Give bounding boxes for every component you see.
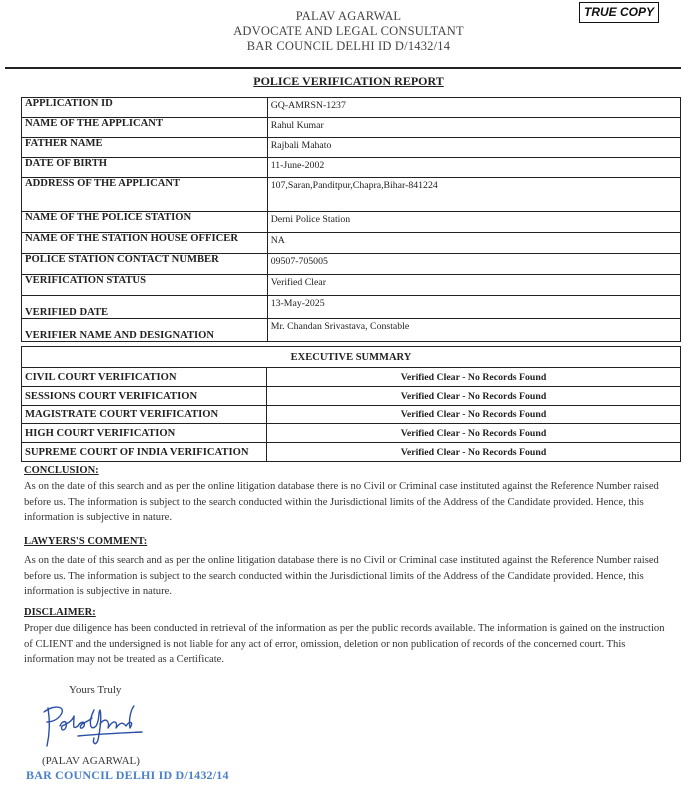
row-label: POLICE STATION CONTACT NUMBER <box>22 254 268 275</box>
row-value: Verified Clear - No Records Found <box>267 406 681 424</box>
table-row <box>22 178 681 212</box>
table-row <box>22 212 681 233</box>
row-value: Verified Clear <box>267 275 680 296</box>
table-row <box>22 138 681 158</box>
row-value: Mr. Chandan Srivastava, Constable <box>267 319 680 342</box>
executive-summary-table <box>21 346 681 462</box>
row-label: NAME OF THE APPLICANT <box>22 118 268 138</box>
table-row <box>22 424 681 443</box>
row-value: GQ-AMRSN-1237 <box>267 98 680 118</box>
conclusion-heading: CONCLUSION: <box>24 465 99 476</box>
row-value: Verified Clear - No Records Found <box>267 443 681 462</box>
row-value: NA <box>267 233 680 254</box>
row-label: SUPREME COURT OF INDIA VERIFICATION <box>22 443 267 462</box>
table-row <box>22 118 681 138</box>
row-label: VERIFIER NAME AND DESIGNATION <box>22 319 268 342</box>
table-row <box>22 296 681 319</box>
row-value: Derni Police Station <box>267 212 680 233</box>
row-value: 107,Saran,Panditpur,Chapra,Bihar-841224 <box>267 178 680 212</box>
row-label: SESSIONS COURT VERIFICATION <box>22 387 267 406</box>
signatory-bar-id: BAR COUNCIL DELHI ID D/1432/14 <box>26 768 229 782</box>
row-label: CIVIL COURT VERIFICATION <box>22 368 267 387</box>
row-value: 11-June-2002 <box>267 158 680 178</box>
row-label: HIGH COURT VERIFICATION <box>22 424 267 443</box>
table-row <box>22 254 681 275</box>
table-row <box>22 368 681 387</box>
row-label: NAME OF THE STATION HOUSE OFFICER <box>22 233 268 254</box>
signatory-name: (PALAV AGARWAL) <box>42 755 140 767</box>
row-value: 13-May-2025 <box>267 296 680 319</box>
lawyers-comment-text: As on the date of this search and as per the online litigation database there is no Civil or Criminal case instituted against the Reference Number raised before us. The information is subject to the search conducted within the Jurisdictional limits of the Address of the Candidate provided. Hence, this information is subjective in nature. <box>24 555 659 597</box>
table-header-row <box>22 347 681 368</box>
report-title: POLICE VERIFICATION REPORT <box>253 74 444 88</box>
table-row <box>22 319 681 342</box>
lawyers-comment-heading: LAWYERS'S COMMENT: <box>24 536 148 547</box>
table-row <box>22 443 681 462</box>
handwritten-signature <box>38 700 148 752</box>
table-row <box>22 158 681 178</box>
advocate-role: ADVOCATE AND LEGAL CONSULTANT <box>233 24 464 38</box>
advocate-name: PALAV AGARWAL <box>295 9 402 23</box>
closing-salutation: Yours Truly <box>69 684 122 696</box>
row-value: Verified Clear - No Records Found <box>267 424 681 443</box>
row-label: ADDRESS OF THE APPLICANT <box>22 178 268 212</box>
row-label: VERIFICATION STATUS <box>22 275 268 296</box>
disclaimer-text: Proper due diligence has been conducted in retrieval of the information as per the public records available. The information is gained on the instruction of CLIENT and the undersigned is not liable for any act of error, omission, deletion or non publication of records of the concerned court. This information may not be treated as a Certificate. <box>24 623 665 665</box>
row-value: Rajbali Mahato <box>267 138 680 158</box>
table-row <box>22 233 681 254</box>
row-label: VERIFIED DATE <box>22 296 268 319</box>
disclaimer-heading: DISCLAIMER: <box>24 607 96 618</box>
applicant-info-table <box>21 97 681 342</box>
row-label: APPLICATION ID <box>22 98 268 118</box>
row-value: Verified Clear - No Records Found <box>267 387 681 406</box>
row-value: 09507-705005 <box>267 254 680 275</box>
header-divider <box>5 67 681 69</box>
row-value: Verified Clear - No Records Found <box>267 368 681 387</box>
bar-council-id: BAR COUNCIL DELHI ID D/1432/14 <box>246 39 451 53</box>
true-copy-stamp: TRUE COPY <box>579 2 659 23</box>
table-row <box>22 98 681 118</box>
row-label: FATHER NAME <box>22 138 268 158</box>
summary-title: EXECUTIVE SUMMARY <box>22 347 681 368</box>
row-label: DATE OF BIRTH <box>22 158 268 178</box>
row-label: MAGISTRATE COURT VERIFICATION <box>22 406 267 424</box>
table-row <box>22 387 681 406</box>
table-row <box>22 275 681 296</box>
table-row <box>22 406 681 424</box>
row-label: NAME OF THE POLICE STATION <box>22 212 268 233</box>
conclusion-text: As on the date of this search and as per the online litigation database there is no Civil or Criminal case instituted against the Reference Number raised before us. The information is subject to the search conducted within the Jurisdictional limits of the Address of the Candidate provided. Hence, this information is subjective in nature. <box>24 481 659 523</box>
row-value: Rahul Kumar <box>267 118 680 138</box>
